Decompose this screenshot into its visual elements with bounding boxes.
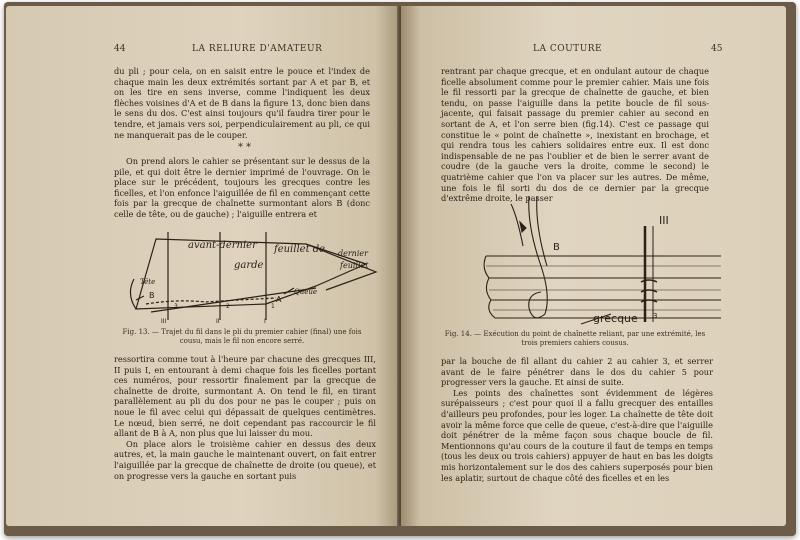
left-page (6, 6, 399, 526)
left-second-paragraph (114, 156, 370, 220)
right-running-head: LA COUTURE (533, 44, 603, 54)
paragraph: du pli ; pour cela, on en saisit entre le pouce et l'index de chaque main les deux extrémités sortant par A et par B, et on les tire en sens inverse, comme l'indiquent les deux flèches voisines d'A et de B dans la figure 13, donc bien dans le sens du dos. C'est ainsi toujours qu'il faudra tirer pour le tendre, et jamais vers soi, perpendiculairement au pli, ce qui ne manquerait pas de le couper. (114, 66, 370, 140)
figure-14-drawing (481, 196, 726, 326)
paragraph: ressortira comme tout à l'heure par chacune des grecques III, II puis I, en entourant à demi chaque fois les ficelles portant ces numéros, pour ressortir finalement par la grecque de chaînette de droite, surmontant A. On tend le fil, en tirant parallèlement au pli du dos pour ne pas le couper ; puis on noue le fil avec celui qui dépassait de quelques centimètres. Le nœud, bien serré, ne doit cependant pas raccourcir le fil allant de B à A, non plus que lui laisser du mou. (114, 354, 376, 439)
label-2: 2 (226, 303, 230, 310)
figure-13-caption: Fig. 13. — Trajet du fil dans le pli du premier cahier (final) une fois cousu, mais le fil non encore serré. (122, 328, 362, 345)
figure-13-drawing (116, 224, 381, 324)
paragraph: par la bouche de fil allant du cahier 2 au cahier 3, et serrer avant de le faire pénétrer dans le dos du cahier 5 pour progresser vers la gauche. Et ainsi de suite. (441, 356, 713, 388)
figure-14-caption: Fig. 14. — Exécution du point de chaînette reliant, par une extrémité, les trois premiers cahiers cousus. (444, 330, 706, 347)
label-queue: Queue (294, 288, 318, 296)
right-page-number: 45 (711, 44, 723, 54)
right-top-paragraph (441, 66, 709, 204)
left-top-paragraph (114, 66, 370, 140)
section-separator: * * (238, 142, 252, 153)
label-iii: III (659, 214, 669, 227)
label-1: 1 (271, 303, 275, 310)
label-3: 3 (174, 303, 178, 310)
left-running-head: LA RELIURE D'AMATEUR (192, 44, 323, 54)
paragraph: rentrant par chaque grecque, et en ondulant autour de chaque ficelle absolument comme pour le premier cahier. Mais une fois le fil ressorti par la grecque de chaînette de gauche, et bien tendu, on passe l'aiguille dans la petite boucle de fil sous-jacente, qui faisait passage du premier cahier au second en sortant de A, et l'on serre bien (fig.14). C'est ce passage qui constitue le « point de chaînette », inexistant en brochage, et qui rendra tous les cahiers solidaires entre eux. Il est donc indispensable de ne pas l'oublier et de bien le serrer avant de coudre (de la gauche vers la droite, comme le second) le quatrième cahier que l'on va placer sur les autres. De même, une fois le fil sorti du dos de ce dernier par la grecque d'extrême droite, le passer (441, 66, 709, 204)
left-bottom-text (114, 354, 376, 481)
label-b: B (149, 291, 155, 300)
paragraph: On place alors le troisième cahier en dessus des deux autres, et, la main gauche le maintenant ouvert, on fait entrer l'aiguillée par la grecque de chaînette de droite (ou queue), et on progresse vers la gauche en sortant puis (114, 438, 376, 481)
label-garde: garde (234, 260, 264, 271)
label-tete: Tête (140, 278, 156, 286)
paragraph: On prend alors le cahier se présentant sur le dessus de la pile, et qui doit être le dernier imprimé de l'ouvrage. On le place sur le précédent, toujours les grecques contre les ficelles, et l'on enfonce l'aiguillée de fil en commençant cette fois par la grecque de chaînette surmontant alors B (donc celle de tête, ou de gauche) ; l'aiguille entrera et (114, 156, 370, 219)
label-3: 3 (653, 312, 658, 320)
right-bottom-text (441, 356, 713, 483)
label-b: B (553, 242, 560, 253)
label-ii: II (216, 318, 220, 324)
label-i: I (264, 318, 266, 324)
label-iii: III (161, 318, 167, 324)
label-dernier: dernier (338, 249, 368, 258)
label-feuillet: feuillet (340, 261, 369, 270)
figure-13 (116, 224, 381, 324)
left-page-number: 44 (114, 44, 126, 54)
right-page (401, 6, 786, 526)
label-feuillet-de: feuillet de (274, 244, 326, 255)
paragraph: Les points des chaînettes sont évidemment de légères surépaisseurs ; c'est pour quoi il a fallu grecquer des entailles d'ailleurs peu profondes, pour les loger. La chaînette de tête doit avoir la même force que celle de queue, c'est-à-dire que l'aiguille doit pénétrer de la même façon sous chaque boucle de fil. Mentionnons qu'au cours de la couture il faut de temps en temps (tous les deux ou trois cahiers) appuyer de haut en bas les doigts mis horizontalement sur le dos des cahiers superposés pour bien les aplatir, surtout de chaque côté des ficelles et en les (441, 387, 713, 483)
label-avant-dernier: avant-dernier (188, 240, 257, 251)
figure-14 (481, 196, 726, 326)
label-grecque: grecque (593, 312, 638, 325)
label-a: A (276, 295, 282, 304)
